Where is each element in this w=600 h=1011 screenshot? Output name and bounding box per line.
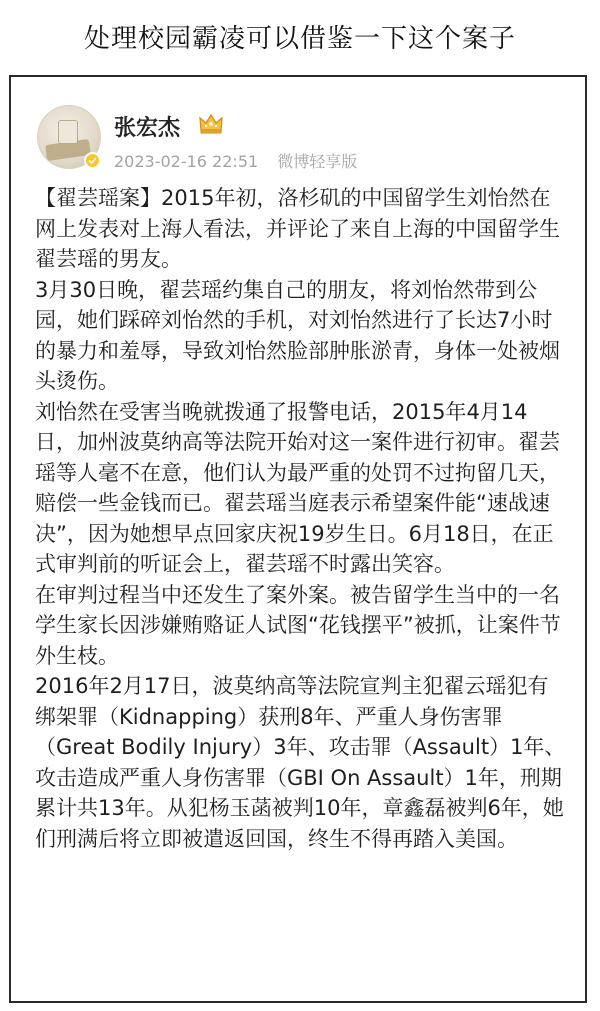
post-meta	[114, 149, 357, 172]
post-header	[11, 77, 585, 179]
post-paragraph: 3月30日晚，翟芸瑶约集自己的朋友，将刘怡然带到公园，她们踩碎刘怡然的手机，对刘怡然进行了长达7小时的暴力和羞辱，导致刘怡然脸部肿胀淤青，身体一处被烟头烫伤。	[35, 277, 560, 393]
weibo-post-card	[9, 75, 587, 1003]
crown-icon	[198, 111, 224, 135]
user-name[interactable]: 张宏杰	[114, 116, 181, 141]
avatar-photo-object	[58, 120, 78, 144]
post-date: 2023-02-16 22:51	[114, 152, 259, 171]
post-paragraph: 【翟芸瑶案】2015年初，洛杉矶的中国留学生刘怡然在网上发表对上海人看法，并评论了来自上海的中国留学生翟芸瑶的男友。	[35, 186, 560, 271]
post-body	[35, 183, 569, 854]
post-paragraph: 刘怡然在受害当晚就拨通了报警电话，2015年4月14日，加州波莫纳高等法院开始对这一案件进行初审。翟芸瑶等人毫不在意，他们认为最严重的处罚不过拘留几天，赔偿一些金钱而已。翟芸瑶当庭表示希望案件能“速战速决”，因为她想早点回家庆祝19岁生日。6月18日，在正式审判前的听证会上，翟芸瑶不时露出笑容。	[35, 399, 560, 576]
post-paragraph: 2016年2月17日，波莫纳高等法院宣判主犯翟云瑶犯有绑架罪（Kidnapping）获刑8年、严重人身伤害罪（Great Bodily Injury）3年、攻击罪（Assault）1年、攻击造成严重人身伤害罪（GBI On Assault）1年，刑期累计共13年。从犯杨玉菡被判10年，章鑫磊被判6年，她们刑满后将立即被遣返回国，终生不得再踏入美国。	[35, 674, 566, 851]
post-source[interactable]: 微博轻享版	[277, 152, 358, 171]
image-caption: 处理校园霸凌可以借鉴一下这个案子	[0, 0, 600, 72]
post-paragraph: 在审判过程当中还发生了案外案。被告留学生当中的一名学生家长因涉嫌贿赂证人试图“花钱摆平”被抓，让案件节外生枝。	[35, 582, 561, 668]
verified-badge-icon	[84, 152, 101, 169]
